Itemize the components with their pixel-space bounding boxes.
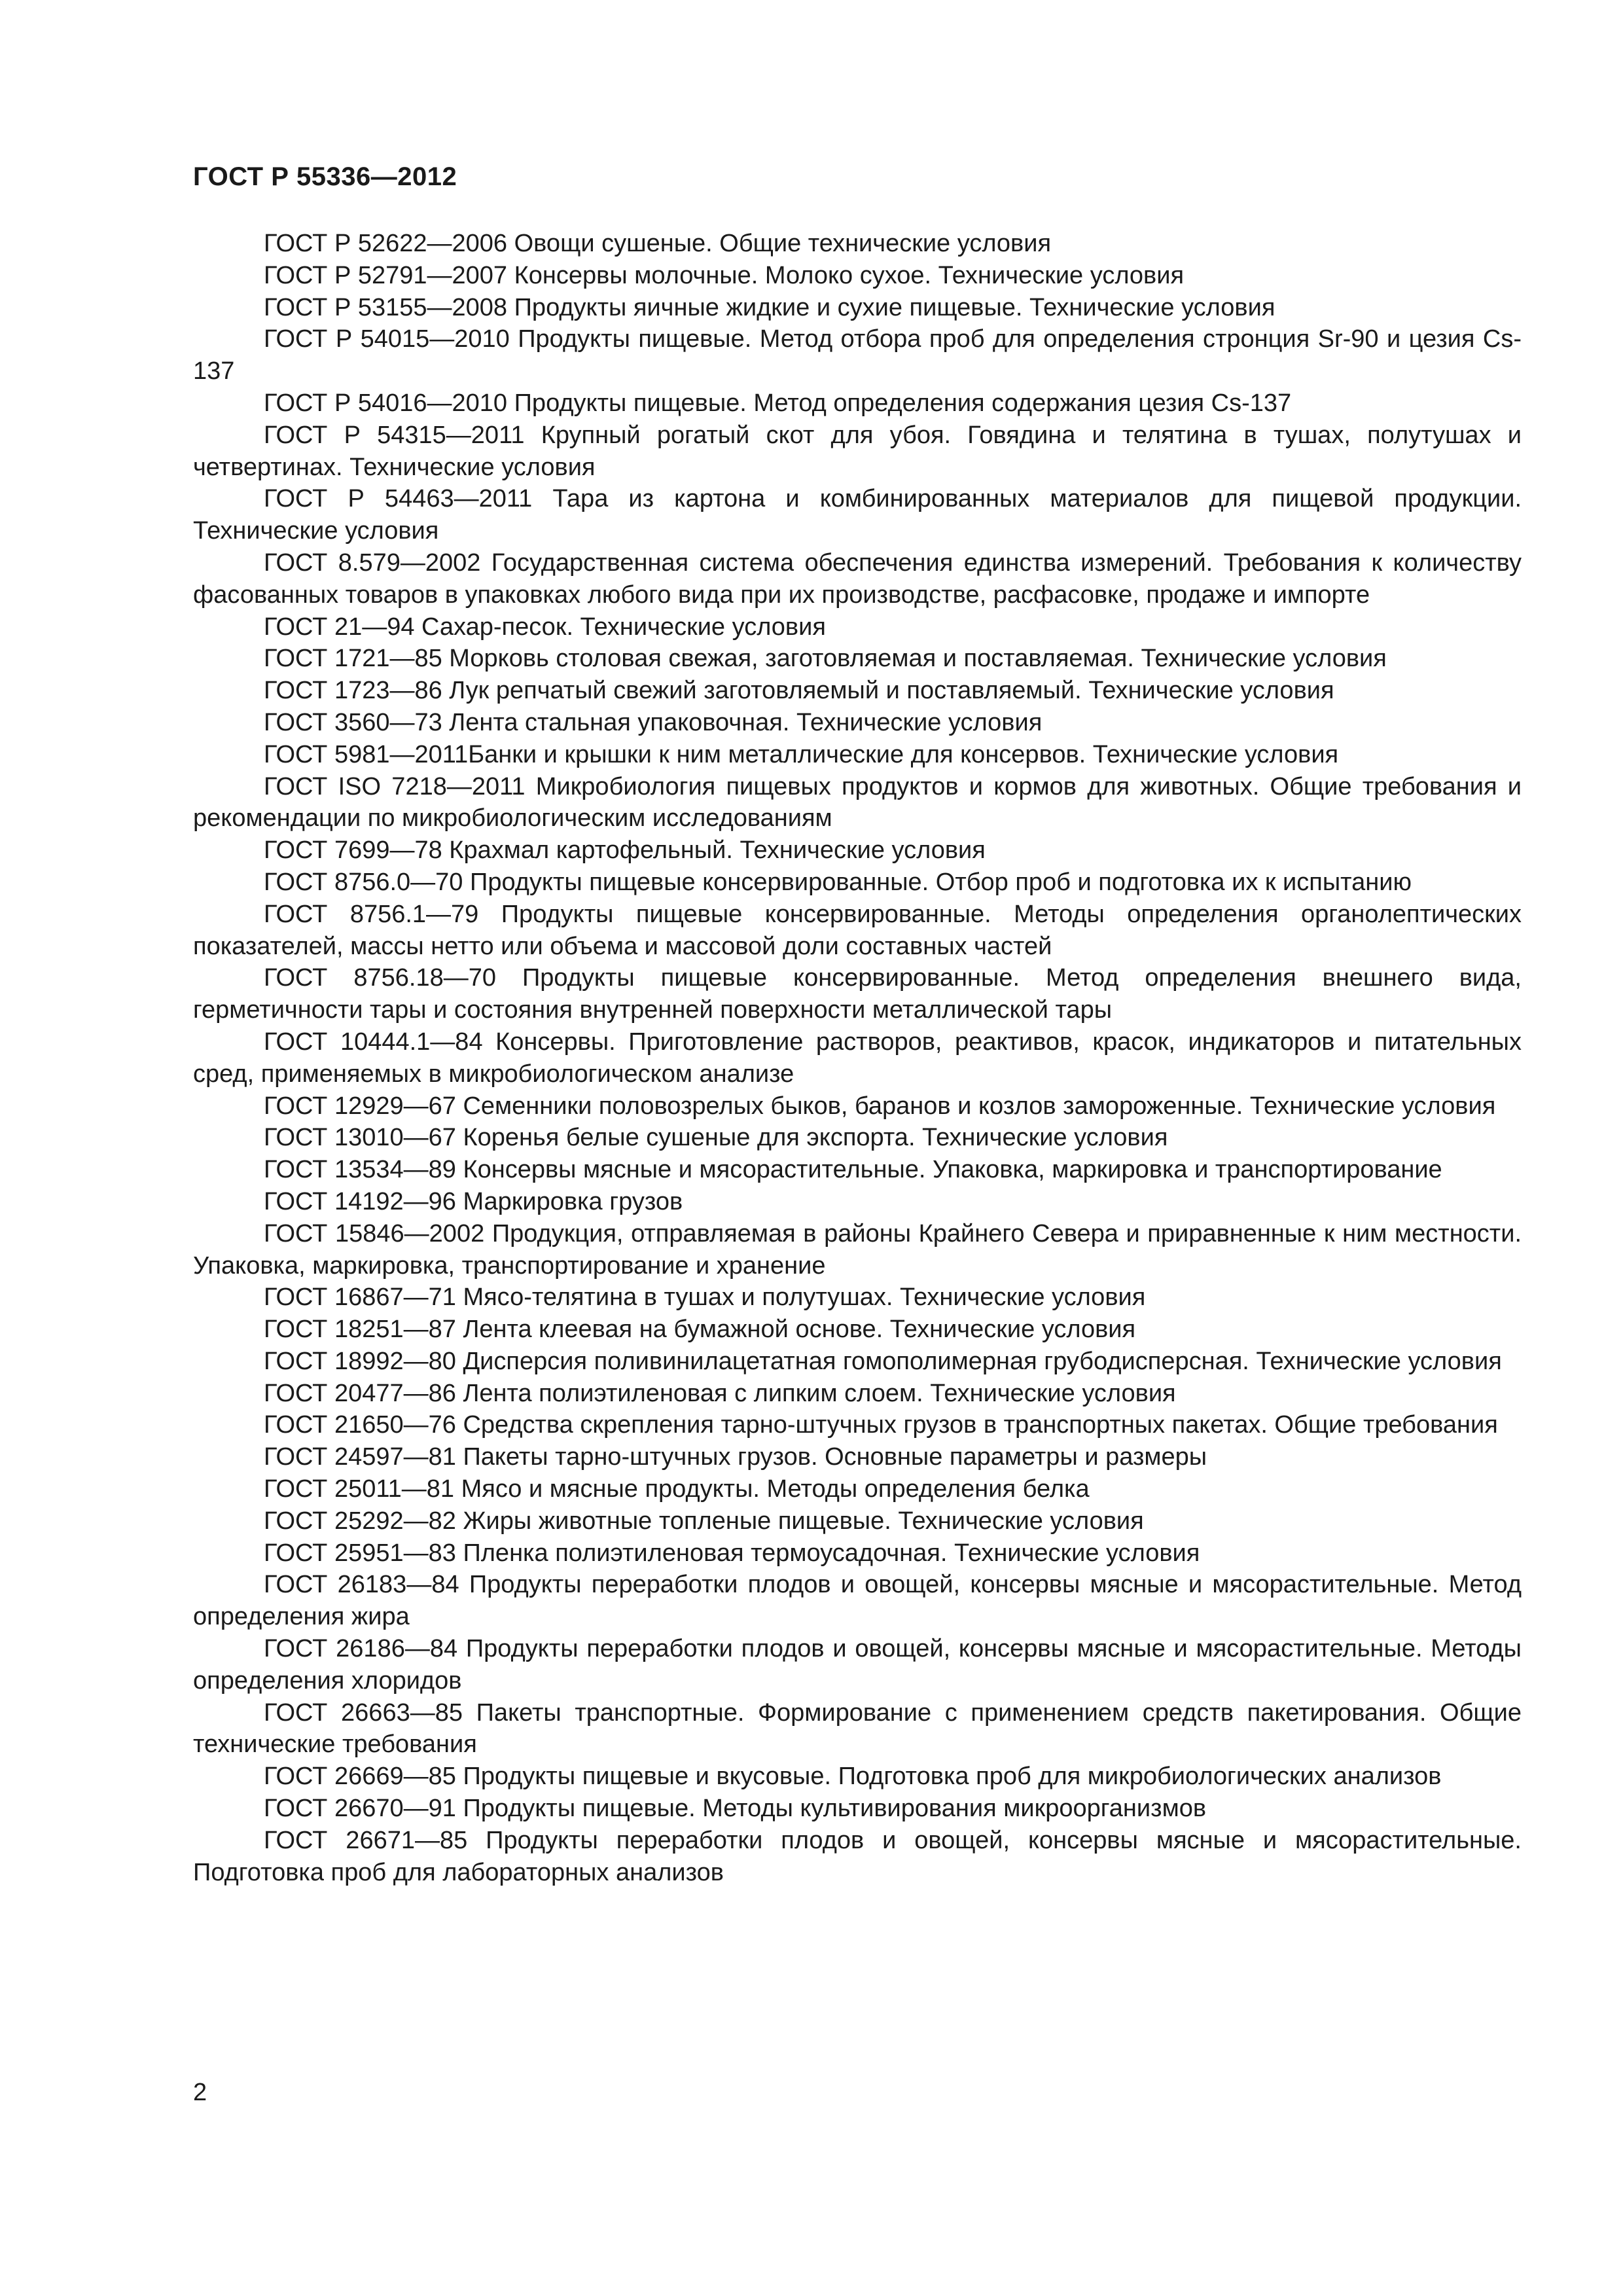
- reference-item: ГОСТ 8756.18—70 Продукты пищевые консервированные. Метод определения внешнего вида, герметичности тары и состояния внутренней поверхности металлической тары: [193, 964, 1522, 1024]
- reference-item: ГОСТ 1723—86 Лук репчатый свежий заготовляемый и поставляемый. Технические условия: [264, 677, 1334, 705]
- reference-item: ГОСТ 26186—84 Продукты переработки плодов и овощей, консервы мясные и мясорастительные. Методы определения хлоридов: [193, 1635, 1522, 1695]
- reference-item: ГОСТ 5981—2011Банки и крышки к ним металлические для консервов. Технические условия: [264, 740, 1339, 768]
- reference-item: ГОСТ ISO 7218—2011 Микробиология пищевых продуктов и кормов для животных. Общие требования и рекомендации по микробиологическим исследованиям: [193, 772, 1522, 833]
- reference-item: ГОСТ 8756.1—79 Продукты пищевые консервированные. Методы определения органолептических показателей, массы нетто или объема и массовой доли составных частей: [193, 900, 1522, 960]
- reference-item: ГОСТ 26663—85 Пакеты транспортные. Формирование с применением средств пакетирования. Общие технические требования: [193, 1698, 1522, 1759]
- reference-item: ГОСТ 26670—91 Продукты пищевые. Методы культивирования микроорганизмов: [264, 1795, 1207, 1823]
- reference-item: ГОСТ 7699—78 Крахмал картофельный. Технические условия: [264, 836, 986, 865]
- page-number: 2: [193, 2079, 207, 2106]
- document-header: ГОСТ Р 55336—2012: [193, 162, 457, 191]
- reference-item: ГОСТ 25011—81 Мясо и мясные продукты. Методы определения белка: [264, 1475, 1090, 1503]
- reference-item: ГОСТ 26183—84 Продукты переработки плодов и овощей, консервы мясные и мясорастительные. Метод определения жира: [193, 1571, 1522, 1631]
- reference-item: ГОСТ 12929—67 Семенники половозрелых быков, баранов и козлов замороженные. Технические условия: [264, 1092, 1496, 1120]
- reference-item: ГОСТ 1721—85 Морковь столовая свежая, заготовляемая и поставляемая. Технические условия: [264, 645, 1387, 673]
- reference-item: ГОСТ 25292—82 Жиры животные топленые пищевые. Технические условия: [264, 1507, 1144, 1535]
- reference-item: ГОСТ Р 54463—2011 Тара из картона и комбинированных материалов для пищевой продукции. Технические условия: [193, 485, 1522, 545]
- reference-item: ГОСТ 25951—83 Пленка полиэтиленовая термоусадочная. Технические условия: [264, 1539, 1200, 1567]
- reference-item: ГОСТ Р 52791—2007 Консервы молочные. Молоко сухое. Технические условия: [264, 261, 1185, 289]
- reference-item: ГОСТ Р 54016—2010 Продукты пищевые. Метод определения содержания цезия Cs-137: [264, 389, 1292, 417]
- reference-item: ГОСТ 13010—67 Коренья белые сушеные для экспорта. Технические условия: [264, 1124, 1168, 1152]
- reference-item: ГОСТ 21650—76 Средства скрепления тарно-штучных грузов в транспортных пакетах. Общие требования: [264, 1411, 1498, 1439]
- reference-item: ГОСТ 26669—85 Продукты пищевые и вкусовые. Подготовка проб для микробиологических анализов: [264, 1763, 1442, 1791]
- reference-item: ГОСТ Р 53155—2008 Продукты яичные жидкие и сухие пищевые. Технические условия: [264, 293, 1275, 321]
- reference-item: ГОСТ Р 54315—2011 Крупный рогатый скот для убоя. Говядина и телятина в тушах, полутушах и четвертинах. Технические условия: [193, 421, 1522, 481]
- references-list: [193, 228, 1522, 1888]
- reference-item: ГОСТ 10444.1—84 Консервы. Приготовление растворов, реактивов, красок, индикаторов и питательных сред, применяемых в микробиологическом анализе: [193, 1028, 1522, 1088]
- reference-item: ГОСТ 20477—86 Лента полиэтиленовая с липким слоем. Технические условия: [264, 1379, 1176, 1407]
- reference-item: ГОСТ 21—94 Сахар-песок. Технические условия: [264, 613, 826, 641]
- reference-item: ГОСТ 8756.0—70 Продукты пищевые консервированные. Отбор проб и подготовка их к испытанию: [264, 868, 1412, 896]
- reference-item: ГОСТ 24597—81 Пакеты тарно-штучных грузов. Основные параметры и размеры: [264, 1443, 1207, 1471]
- reference-item: ГОСТ 8.579—2002 Государственная система обеспечения единства измерений. Требования к количеству фасованных товаров в упаковках любого вида при их производстве, расфасовке, продаже и импорте: [193, 548, 1522, 609]
- reference-item: ГОСТ 13534—89 Консервы мясные и мясорастительные. Упаковка, маркировка и транспортирование: [264, 1156, 1442, 1184]
- reference-item: ГОСТ Р 54015—2010 Продукты пищевые. Метод отбора проб для определения стронция Sr-90 и цезия Cs-137: [193, 325, 1522, 386]
- reference-item: ГОСТ 16867—71 Мясо-телятина в тушах и полутушах. Технические условия: [264, 1283, 1146, 1312]
- reference-item: ГОСТ 26671—85 Продукты переработки плодов и овощей, консервы мясные и мясорастительные. Подготовка проб для лабораторных анализов: [193, 1826, 1522, 1886]
- reference-item: ГОСТ 14192—96 Маркировка грузов: [264, 1187, 683, 1215]
- reference-item: ГОСТ Р 52622—2006 Овощи сушеные. Общие технические условия: [264, 230, 1052, 257]
- reference-item: ГОСТ 18992—80 Дисперсия поливинилацетатная гомополимерная грубодисперсная. Технические условия: [264, 1347, 1502, 1375]
- reference-item: ГОСТ 15846—2002 Продукция, отправляемая в районы Крайнего Севера и приравненные к ним местности. Упаковка, маркировка, транспортирование и хранение: [193, 1219, 1522, 1280]
- reference-item: ГОСТ 18251—87 Лента клеевая на бумажной основе. Технические условия: [264, 1316, 1136, 1344]
- reference-item: ГОСТ 3560—73 Лента стальная упаковочная. Технические условия: [264, 708, 1043, 736]
